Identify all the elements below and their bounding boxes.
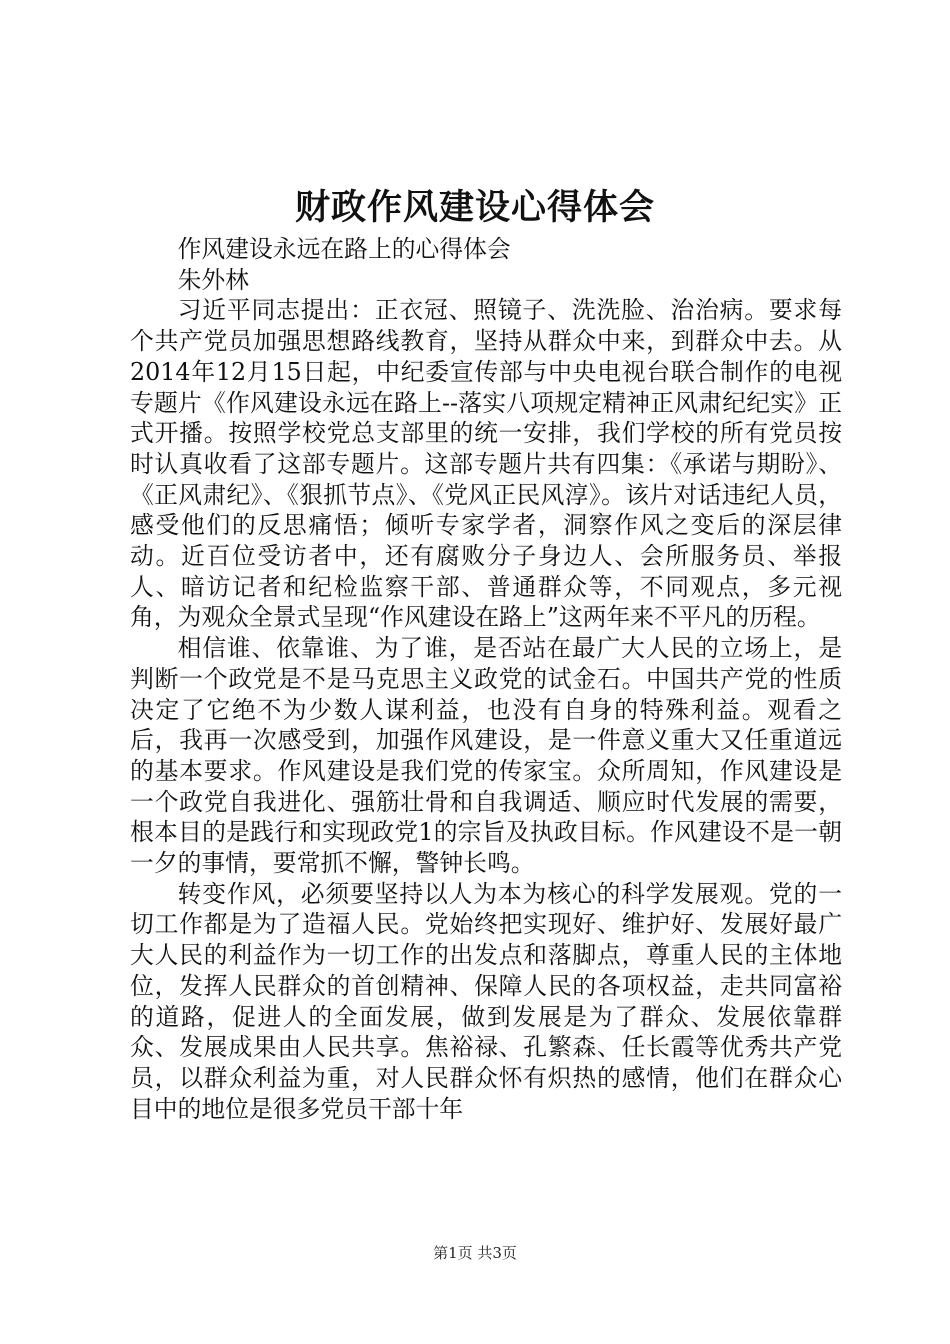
author-line: 朱外林 — [177, 265, 249, 294]
body-paragraph: 转变作风，必须要坚持以人为本为核心的科学发展观。党的一切工作都是为了造福人民。党始终把实现好、维护好、发展好最广大人民的利益作为一切工作的出发点和落脚点，尊重人民的主体地位，发挥人民群众的首创精神、保障人民的各项权益，走共同富裕的道路，促进人的全面发展，做到发展是为了群众、发展依靠群众、发展成果由人民共享。焦裕禄、孔繁森、任长霞等优秀共产党员，以群众利益为重，对人民群众怀有炽热的感情，他们在群众心目中的地位是很多党员干部十年 — [130, 879, 842, 1123]
document-body — [130, 234, 842, 1124]
page-footer: 第1页 共3页 — [433, 1244, 517, 1262]
subtitle-line: 作风建设永远在路上的心得体会 — [177, 235, 511, 263]
body-paragraph: 相信谁、依靠谁、为了谁，是否站在最广大人民的立场上，是判断一个政党是不是马克思主义政党的试金石。中国共产党的性质决定了它绝不为少数人谋利益，也没有自身的特殊利益。观看之后，我再一次感受到，加强作风建设，是一件意义重大又任重道远的基本要求。作风建设是我们党的传家宝。众所周知，作风建设是一个政党自我进化、强筋壮骨和自我调适、顺应时代发展的需要，根本目的是践行和实现政党1的宗旨及执政目标。作风建设不是一朝一夕的事情，要常抓不懈，警钟长鸣。 — [130, 634, 842, 878]
document-title: 财政作风建设心得体会 — [294, 187, 655, 228]
body-paragraph: 习近平同志提出：正衣冠、照镜子、洗洗脸、治治病。要求每个共产党员加强思想路线教育，坚持从群众中来，到群众中去。从2014年12月15日起，中纪委宣传部与中央电视台联合制作的电视专题片《作风建设永远在路上--落实八项规定精神正风肃纪纪实》正式开播。按照学校党总支部里的统一安排，我们学校的所有党员按时认真收看了这部专题片。这部专题片共有四集：《承诺与期盼》、《正风肃纪》、《狠抓节点》、《党风正民风淳》。该片对话违纪人员，感受他们的反思痛悟；倾听专家学者，洞察作风之变后的深层律动。近百位受访者中，还有腐败分子身边人、会所服务员、举报人、暗访记者和纪检监察干部、普通群众等，不同观点，多元视角，为观众全景式呈现“作风建设在路上”这两年来不平凡的历程。 — [130, 296, 842, 632]
